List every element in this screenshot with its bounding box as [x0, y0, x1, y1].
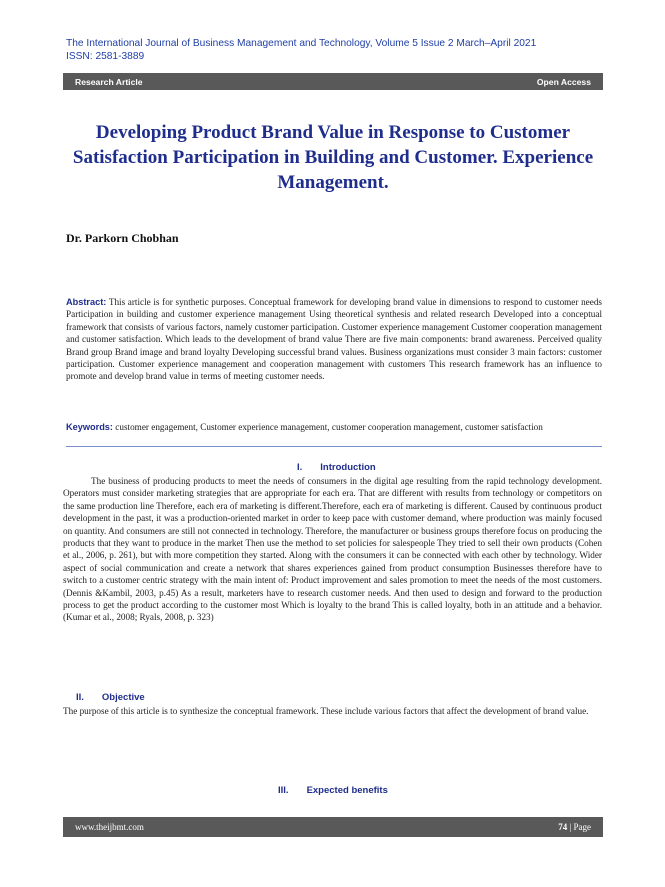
- issn: ISSN: 2581-3889: [66, 51, 145, 62]
- keywords-divider: [66, 446, 602, 447]
- journal-citation: The International Journal of Business Management and Technology, Volume 5 Issue 2 March–April 2021: [66, 38, 537, 49]
- objective-paragraph: The purpose of this article is to synthesize the conceptual framework. These include various factors that affect the development of brand value.: [63, 706, 589, 716]
- abstract-text: This article is for synthetic purposes. Conceptual framework for developing brand value in dimensions to respond to customer needs Participation in building and customer experience management Using theoretical synthesis and related research Developed into a conceptual framework that consists of various factors, namely customer participation. Customer experience management Customer cooperation management and customer satisfaction. Which leads to the development of brand value There are five main components: brand awareness. Perceived quality Brand group Brand image and brand loyalty Developing successful brand values. Business organizations must consider 3 main factors: customer participation. Customer experience management and cooperation management with customers This research framework has an influence to promote and develop brand value in terms of meeting customer needs.: [66, 297, 602, 382]
- section-title: Introduction: [320, 462, 376, 473]
- abstract-label: Abstract:: [66, 297, 107, 307]
- section-heading-introduction: [297, 462, 376, 473]
- introduction-paragraph: The business of producing products to meet the needs of consumers in the digital age resulting from the rapid technology development. Operators must consider marketing strategies that are appropriate for each era. That are different with results from technology or competitors on the same production line Therefore, each era of marketing is different.Therefore, each era of marketing is different. Caused by continuous product development in the past, it was a production-oriented market in order to keep pace with customer demand, where production was mainly focused on quantity. And consumers are still not connected in technology. Therefore, the manufacturer or business groups therefore focus on producing the products that they want to produce in the market Then use the method to set policies for salespeople They tried to sell their own products (Cohen et al., 2006, p. 261), but with more competition they started. Along with the consumers it can be connected with each other by technology. Wider aspect of social communication and create a network that shares experiences gained from product consumption Businesses therefore have to switch to a customer centric strategy with the main intent of: Product improvement and sales promotion to meet the needs of the most customers.(Dennis &Kambil, 2003, p.45) As a result, marketers have to research customer needs. And then used to design and forward to the production process to get the product according to the customer most Which is loyalty to the brand This is called loyalty, both in an attitude and a behavior.(Kumar et al., 2008; Ryals, 2008, p. 323): [63, 476, 602, 623]
- page-footer: [63, 817, 603, 837]
- paper-title: Developing Product Brand Value in Response to Customer Satisfaction Participation in Building and Customer. Experience Management.: [72, 122, 594, 193]
- section-title: Objective: [101, 692, 145, 703]
- article-type-banner: [63, 73, 603, 90]
- abstract: [66, 296, 602, 383]
- page-number: [558, 822, 591, 832]
- section-number: I.: [297, 462, 303, 473]
- page-number-value: 74: [558, 822, 568, 832]
- journal-website-link[interactable]: www.theijbmt.com: [75, 822, 144, 832]
- section-heading-expected-benefits: [278, 785, 388, 796]
- keywords: [66, 421, 602, 433]
- author-name: Dr. Parkorn Chobhan: [66, 231, 179, 245]
- section-title: Expected benefits: [306, 785, 388, 796]
- keywords-label: Keywords:: [66, 422, 113, 432]
- section-number: II.: [76, 692, 84, 703]
- section-heading-objective: [76, 692, 145, 703]
- open-access-label: Open Access: [536, 76, 591, 87]
- page-number-label: | Page: [569, 822, 591, 832]
- journal-header: [66, 37, 606, 63]
- section-number: III.: [278, 785, 289, 796]
- keywords-text: customer engagement, Customer experience management, customer cooperation management, customer satisfaction: [115, 422, 543, 432]
- article-type-label: Research Article: [75, 76, 143, 87]
